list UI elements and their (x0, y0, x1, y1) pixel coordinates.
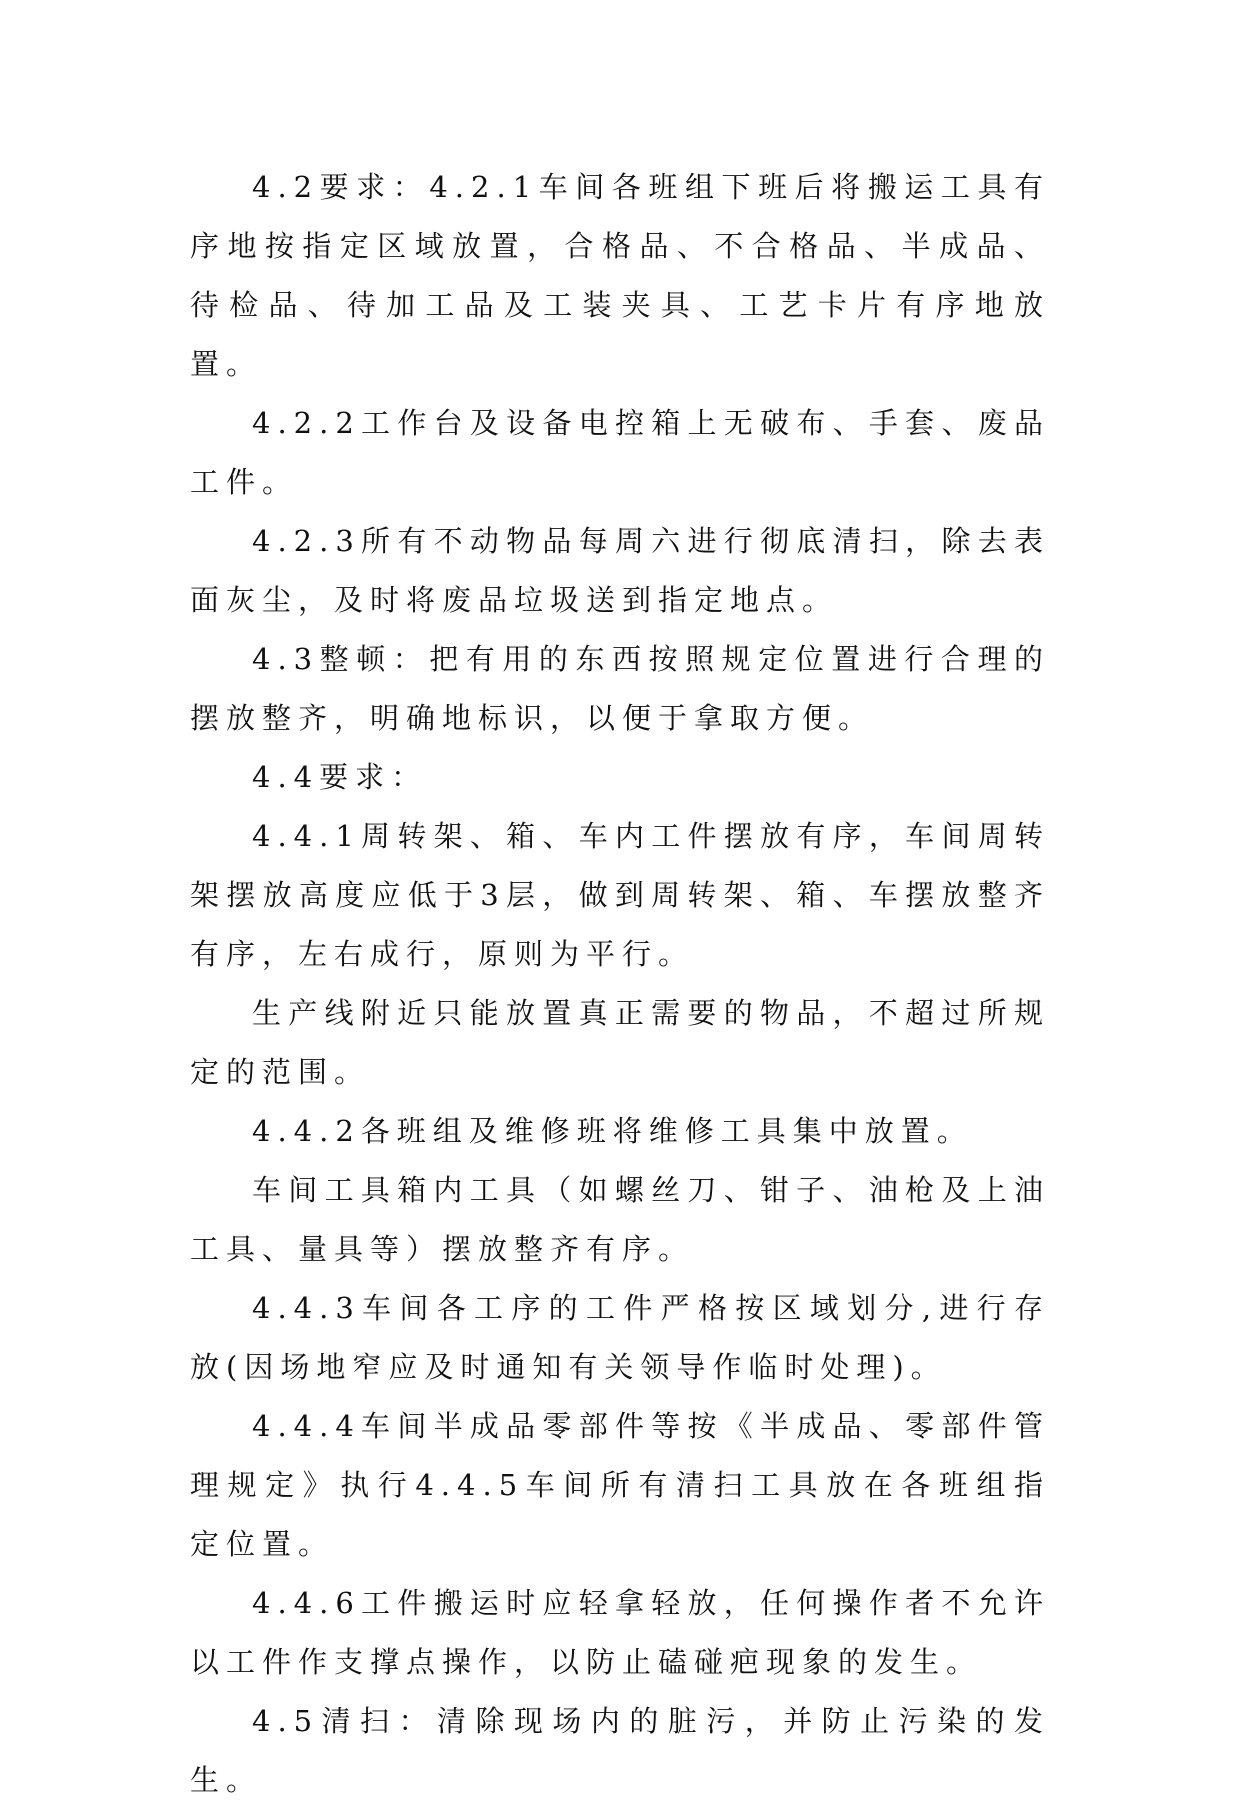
paragraph-4-4-4: 4.4.4车间半成品零部件等按《半成品、零部件管理规定》执行4.4.5车间所有清扫工具放在各班组指定位置。 (190, 1409, 1050, 1561)
paragraph-toolbox: 车间工具箱内工具（如螺丝刀、钳子、油枪及上油工具、量具等）摆放整齐有序。 (190, 1173, 1050, 1266)
document-body (190, 158, 1050, 1810)
paragraph-4-4-3: 4.4.3车间各工序的工件严格按区域划分,进行存放(因场地窄应及时通知有关领导作临时处理)。 (190, 1291, 1050, 1384)
paragraph-4-4-2: 4.4.2各班组及维修班将维修工具集中放置。 (252, 1114, 973, 1148)
paragraph-4-2-2: 4.2.2工作台及设备电控箱上无破布、手套、废品工件。 (190, 406, 1050, 499)
paragraph-4-4-1: 4.4.1周转架、箱、车内工件摆放有序，车间周转架摆放高度应低于3层，做到周转架、箱、车摆放整齐有序，左右成行，原则为平行。 (190, 819, 1050, 971)
paragraph-4-2-3: 4.2.3所有不动物品每周六进行彻底清扫，除去表面灰尘，及时将废品垃圾送到指定地点。 (190, 524, 1050, 617)
paragraph-4-5-cleaning: 4.5清扫：清除现场内的脏污，并防止污染的发生。 (190, 1704, 1050, 1797)
paragraph-4-2-requirements: 4.2要求：4.2.1车间各班组下班后将搬运工具有序地按指定区域放置，合格品、不合格品、半成品、待检品、待加工品及工装夹具、工艺卡片有序地放置。 (190, 170, 1050, 381)
paragraph-4-3-arrangement: 4.3整顿：把有用的东西按照规定位置进行合理的摆放整齐，明确地标识，以便于拿取方便。 (190, 642, 1050, 735)
paragraph-4-4-6: 4.4.6工件搬运时应轻拿轻放，任何操作者不允许以工件作支撑点操作，以防止磕碰疤现象的发生。 (190, 1586, 1050, 1679)
paragraph-4-4-requirements: 4.4要求： (252, 760, 428, 794)
paragraph-production-line: 生产线附近只能放置真正需要的物品，不超过所规定的范围。 (190, 996, 1050, 1089)
